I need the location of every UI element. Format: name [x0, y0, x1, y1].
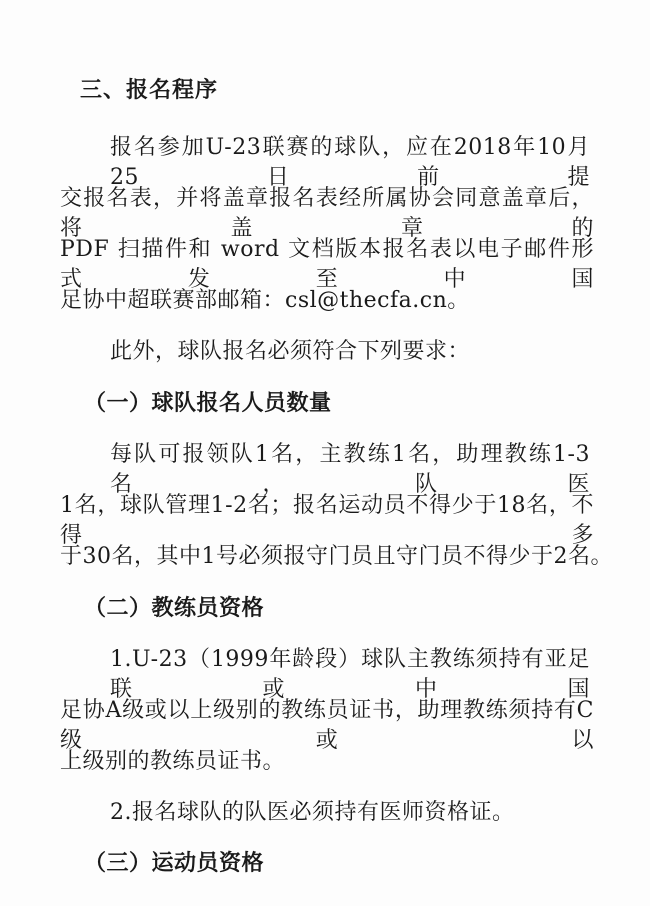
paragraph-line: PDF 扫描件和 word 文档版本报名表以电子邮件形式发至中国 — [60, 237, 594, 292]
paragraph-line: 于30名，其中1号必须报守门员且守门员不得少于2名。 — [60, 544, 613, 569]
paragraph-line: 1.U-23（1999年龄段）球队主教练须持有亚足联或中国 — [110, 647, 590, 702]
paragraph-line: 报名参加U-23联赛的球队，应在2018年10月25日前提 — [110, 135, 590, 190]
paragraph-line: 2.报名球队的队医必须持有医师资格证。 — [110, 800, 515, 825]
paragraph-line: 交报名表，并将盖章报名表经所属协会同意盖章后，将盖章的 — [60, 186, 594, 241]
paragraph-line: 上级别的教练员证书。 — [60, 749, 286, 774]
subsection-heading-3: （三）运动员资格 — [84, 851, 265, 876]
section-heading: 三、报名程序 — [80, 78, 219, 103]
paragraph-line: 足协中超联赛部邮箱：csl@thecfa.cn。 — [60, 288, 470, 313]
subsection-heading-2: （二）教练员资格 — [84, 596, 265, 621]
paragraph-line: 1名，球队管理1-2名；报名运动员不得少于18名，不得多 — [60, 493, 594, 548]
subsection-heading-1: （一）球队报名人员数量 — [84, 391, 332, 416]
paragraph-line: 此外，球队报名必须符合下列要求： — [110, 339, 471, 364]
paragraph-line: 每队可报领队1名，主教练1名，助理教练1-3名，队医 — [110, 442, 590, 497]
paragraph-line: 足协A级或以上级别的教练员证书，助理教练须持有C级或以 — [60, 698, 594, 753]
